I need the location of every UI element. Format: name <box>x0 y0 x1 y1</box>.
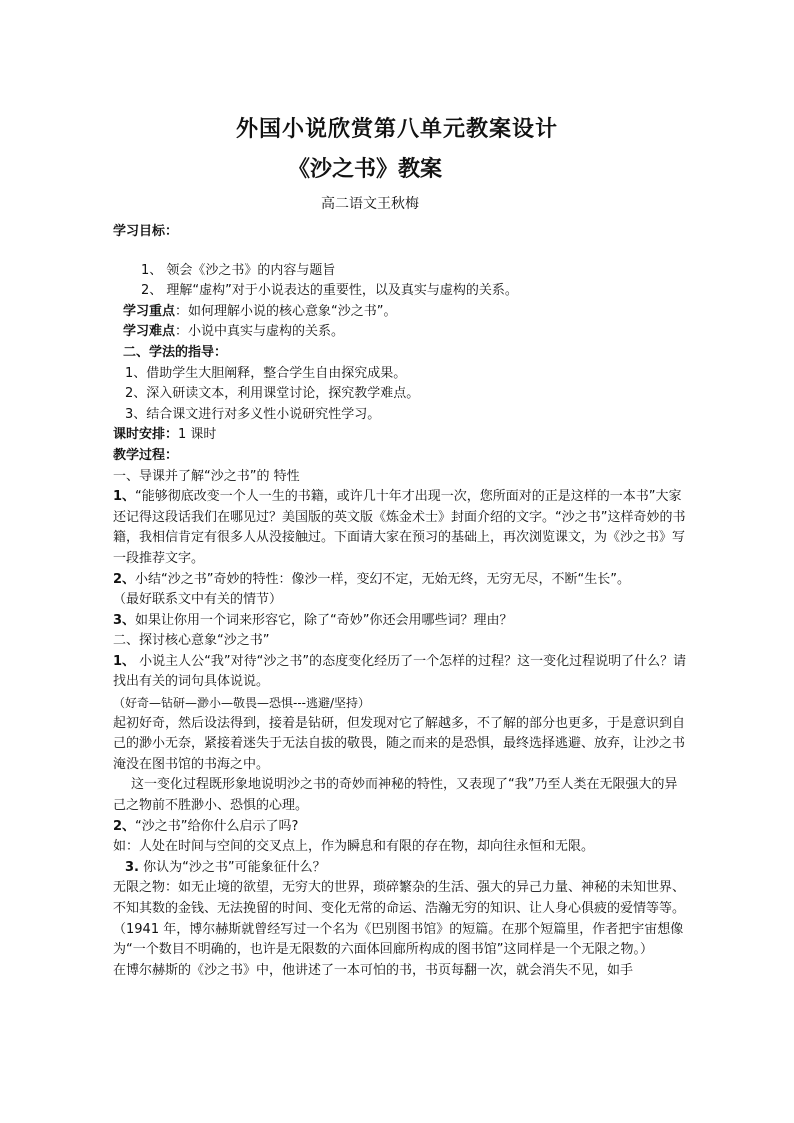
focus-text: ：如何理解小说的核心意象“沙之书”。 <box>175 303 397 319</box>
section-2-item-3 <box>113 858 689 879</box>
learning-difficulty <box>113 322 689 343</box>
item-text: “沙之书”给你什么启示了吗? <box>135 818 299 834</box>
section-1-item-2 <box>113 570 689 591</box>
section-2-item-1 <box>113 652 689 693</box>
attitude-chain: （好奇—钻研—渺小—敬畏—恐惧---逃避/坚持） <box>113 696 371 711</box>
learning-focus <box>113 302 689 323</box>
item-number: 1、 <box>113 489 136 505</box>
document-body <box>113 222 689 981</box>
section-2-item-2-answer: 如：人处在时间与空间的交叉点上，作为瞬息和有限的存在物，却向往永恒和无限。 <box>113 839 595 855</box>
section-2-item-2 <box>113 817 689 838</box>
section-2-item-3-answer: 无限之物：如无止境的欲望，无穷大的世界，琐碎繁杂的生活、强大的异己力量、神秘的未知世界、不知其数的金钱、无法挽留的时间、变化无常的命运、浩瀚无穷的知识、让人身心俱疲的爱情等等。（1941 年，博尔赫斯就曾经写过一个名为《巴别图书馆》的短篇。在那个短篇里，作者把宇宙想像为“一个数目不明确的，也许是无限数的六面体回廊所构成的图书馆”这同样是一个无限之物。） <box>113 880 686 958</box>
item-number: 3. <box>125 859 139 875</box>
section-2-heading: 二、探讨核心意象“沙之书” <box>113 633 270 649</box>
attitude-paragraph: 起初好奇，然后设法得到，接着是钻研，但发现对它了解越多，不了解的部分也更多，于是意识到自己的渺小无奈，紧接着迷失于无法自拔的敬畏，随之而来的是恐惧，最终选择逃避、放弃，让沙之书淹没在图书馆的书海之中。 <box>113 715 686 772</box>
item-text: 如果让你用一个词来形容它，除了“奇妙”你还会用哪些词？理由？ <box>135 612 513 628</box>
method-item-1: 1、借助学生大胆阐释，整合学生自由探究成果。 <box>125 365 407 381</box>
difficulty-text: ：小说中真实与虚构的关系。 <box>175 324 345 340</box>
item-text: 你认为“沙之书”可能象征什么？ <box>138 859 326 875</box>
closing-paragraph: 在博尔赫斯的《沙之书》中，他讲述了一本可怕的书，书页每翻一次，就会消失不见，如手 <box>113 962 634 978</box>
section-1-heading: 一、导课并了解“沙之书”的 特性 <box>113 468 300 484</box>
process-heading: 教学过程： <box>113 447 179 463</box>
item-number: 3、 <box>113 612 136 628</box>
spacer <box>113 243 689 261</box>
item-text: 小说主人公“我”对待“沙之书”的态度变化经历了一个怎样的过程？这一变化过程说明了什么？请找出有关的词句具体说说。 <box>113 653 687 690</box>
document-subtitle: 《沙之书》教案 <box>288 156 443 182</box>
item-text: 小结“沙之书”奇妙的特性：像沙一样，变幻不定，无始无终，无穷无尽，不断“生长”。 <box>135 571 630 587</box>
hours-label: 课时安排： <box>113 427 179 443</box>
document-author: 高二语文王秋梅 <box>321 196 419 212</box>
focus-label: 学习重点 <box>123 303 176 319</box>
section-1-item-3 <box>113 611 689 632</box>
item-text: “能够彻底改变一个人一生的书籍，或许几十年才出现一次，您所面对的正是这样的一本书”大家还记得这段话我们在哪见过？美国版的英文版《炼金术士》封面介绍的文字。“沙之书”这样奇妙的书籍，我相信肯定有很多人从没接触过。下面请大家在预习的基础上，再次浏览课文，为《沙之书》写一段推荐文字。 <box>113 489 686 566</box>
goals-heading: 学习目标： <box>113 224 179 239</box>
item-number: 1、 <box>113 653 136 669</box>
method-item-3: 3、结合课文进行对多义性小说研究性学习。 <box>125 406 381 422</box>
item-number: 2、 <box>113 818 136 834</box>
method-item-2: 2、深入研读文本，利用课堂讨论，探究教学难点。 <box>125 386 420 402</box>
method-heading: 二、学法的指导： <box>123 344 228 360</box>
hours-text: 1 课时 <box>178 427 217 443</box>
goal-item-1: 1、 领会《沙之书》的内容与题旨 <box>141 262 336 278</box>
attitude-summary: 这一变化过程既形象地说明沙之书的奇妙而神秘的特性，又表现了“我”乃至人类在无限强大的异己之物前不胜渺小、恐惧的心理。 <box>113 777 678 814</box>
document-title: 外国小说欣赏第八单元教案设计 <box>235 116 558 142</box>
item-number: 2、 <box>113 571 136 587</box>
class-hours <box>113 425 689 446</box>
section-1-item-1 <box>113 487 689 569</box>
difficulty-label: 学习难点 <box>123 324 176 340</box>
goal-item-2: 2、 理解“虚构”对于小说表达的重要性，以及真实与虚构的关系。 <box>141 283 518 299</box>
section-1-item-2-note: （最好联系文中有关的情节） <box>113 592 283 608</box>
